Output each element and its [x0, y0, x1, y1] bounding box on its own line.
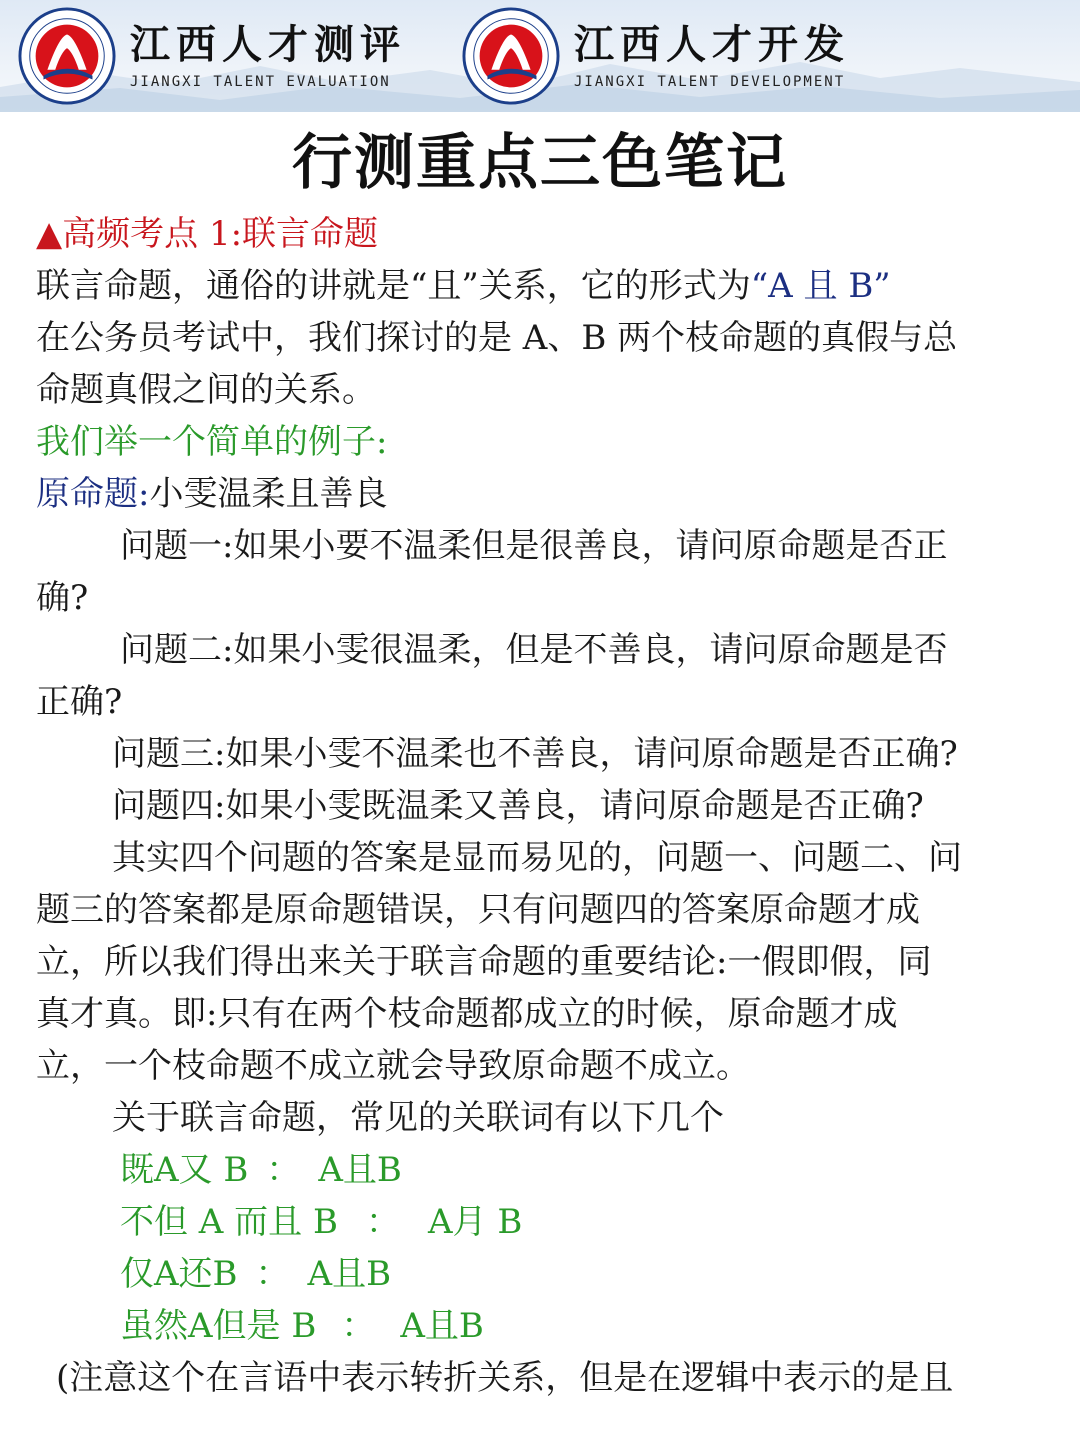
section-heading: [36, 208, 1056, 260]
triangle-marker-icon: ▲: [36, 214, 63, 254]
conclusion-line-3: 立，所以我们得出来关于联言命题的重要结论:一假即假，同: [36, 942, 932, 982]
connective-separator: ：: [255, 1254, 290, 1294]
note-line: (注意这个在言语中表示转折关系，但是在逻辑中表示的是且: [56, 1358, 954, 1398]
connectives-intro: 关于联言命题，常见的关联词有以下几个: [112, 1098, 724, 1138]
connective-separator: ：: [365, 1202, 400, 1242]
evaluation-brand-en: JIANGXI TALENT EVALUATION: [130, 74, 391, 90]
question-2-line-2: 正确?: [36, 682, 123, 722]
intro-line-1-text: 联言命题，通俗的讲就是“且”关系，它的形式为: [36, 266, 751, 306]
development-emblem-icon: [462, 7, 560, 105]
page-title: 行测重点三色笔记: [292, 128, 788, 198]
connective-separator: ：: [266, 1150, 301, 1190]
section-heading-text: 高频考点 1:联言命题: [62, 214, 379, 254]
development-brand-cn: 江西人才开发: [574, 21, 850, 68]
logo-development: [462, 6, 850, 106]
question-1-line-2: 确?: [36, 578, 89, 618]
question-1-line-1: 问题一:如果小要不温柔但是很善良，请问原命题是否正: [120, 526, 948, 566]
connective-right: A月 B: [427, 1202, 523, 1242]
conclusion-line-2: 题三的答案都是原命题错误，只有问题四的答案原命题才成: [36, 890, 920, 930]
original-text: 小雯温柔且善良: [149, 474, 388, 514]
form-a-and-b: “A 且 B”: [750, 266, 891, 306]
conclusion-line-4: 真才真。即:只有在两个枝命题都成立的时候，原命题才成: [36, 994, 898, 1034]
question-2-line-1: 问题二:如果小雯很温柔，但是不善良，请问原命题是否: [120, 630, 948, 670]
connective-item: [36, 1196, 1056, 1248]
conclusion-line-5: 立，一个枝命题不成立就会导致原命题不成立。: [36, 1046, 750, 1086]
example-heading: 我们举一个简单的例子:: [36, 422, 388, 462]
connective-left: 既A又 B: [120, 1150, 249, 1190]
connective-item: [36, 1300, 1056, 1352]
connective-right: A且B: [307, 1254, 392, 1294]
question-3: 问题三:如果小雯不温柔也不善良，请问原命题是否正确?: [112, 734, 958, 774]
logo-evaluation: [18, 6, 406, 106]
connective-item: [36, 1248, 1056, 1300]
intro-line-2: 在公务员考试中，我们探讨的是 A、B 两个枝命题的真假与总: [36, 318, 958, 358]
connective-left: 虽然A但是 B: [120, 1306, 317, 1346]
question-4: 问题四:如果小雯既温柔又善良，请问原命题是否正确?: [112, 786, 924, 826]
connective-separator: ：: [341, 1306, 376, 1346]
intro-line-3: 命题真假之间的关系。: [36, 370, 376, 410]
header-banner: [0, 0, 1080, 112]
development-brand-en: JIANGXI TALENT DEVELOPMENT: [574, 74, 846, 90]
evaluation-brand-cn: 江西人才测评: [130, 21, 406, 68]
evaluation-emblem-icon: [18, 7, 116, 105]
intro-line-1: [36, 260, 1056, 312]
connective-item: [36, 1144, 1056, 1196]
connective-right: A且B: [400, 1306, 484, 1346]
connective-right: A且B: [318, 1150, 402, 1190]
connective-left: 不但 A 而且 B: [120, 1202, 338, 1242]
original-proposition: [36, 468, 1056, 520]
connective-left: 仅A还B: [120, 1254, 238, 1294]
conclusion-line-1: 其实四个问题的答案是显而易见的，问题一、问题二、问: [112, 838, 962, 878]
original-label: 原命题:: [36, 474, 150, 514]
